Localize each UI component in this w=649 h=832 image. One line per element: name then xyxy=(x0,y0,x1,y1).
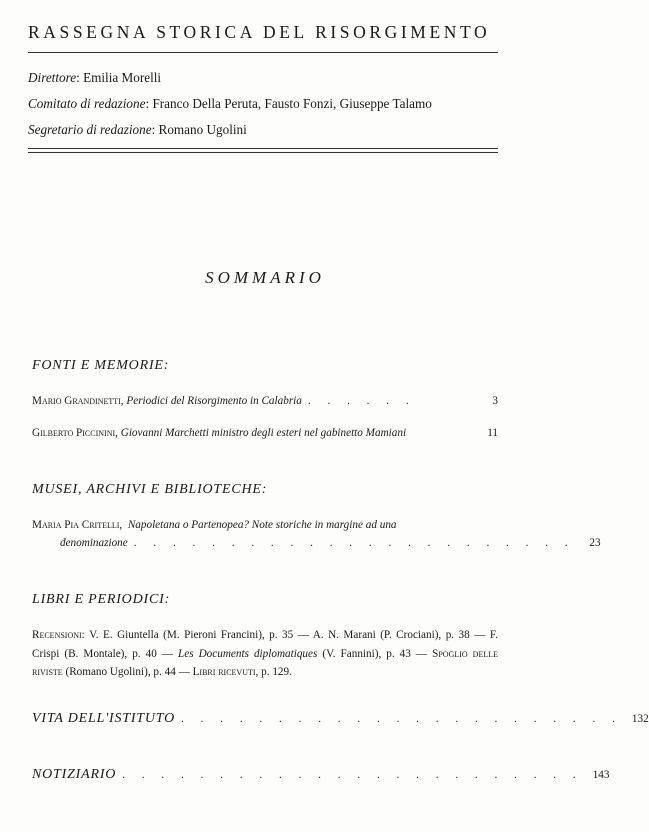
divider-double-1 xyxy=(28,148,498,149)
entry-author: Gilberto Piccinini, xyxy=(32,427,118,439)
entry-page: 3 xyxy=(492,395,498,407)
toc-entry-vita[interactable] xyxy=(32,710,649,728)
documents-title: Les Documents diplomatiques xyxy=(178,647,318,660)
recensioni-text-2: (V. Fannini), p. 43 — xyxy=(322,647,428,660)
director-label: Direttore xyxy=(28,70,77,85)
entry-page: 143 xyxy=(592,769,610,781)
entry-leader-dots: . . . . . . xyxy=(307,395,416,407)
libri-ricevuti-label: Libri ricevuti, xyxy=(192,666,259,678)
section-vita-title: VITA DELL'ISTITUTO xyxy=(32,711,176,726)
entry-author: Mario Grandinetti, xyxy=(32,395,124,407)
entry-page: 23 xyxy=(589,537,601,549)
secretary-label: Segretario di redazione xyxy=(28,122,152,137)
entry-title-line2: denominazione xyxy=(60,537,128,549)
entry-leader-dots: . . . . . . . . . . . . . . . . . . . . . . . xyxy=(181,713,622,725)
section-libri-title: LIBRI E PERIODICI: xyxy=(32,592,171,607)
entry-author: Maria Pia Critelli, xyxy=(32,519,123,531)
entry-title: Periodici del Risorgimento in Calabria xyxy=(126,395,302,407)
secretary-name: Romano Ugolini xyxy=(158,122,247,137)
entry-leader-dots: . . . . . . . . . . . . . . . . . . . . . . . xyxy=(133,537,575,549)
section-notiziario-title: NOTIZIARIO xyxy=(32,767,117,782)
recensioni-text-3: (Romano Ugolini), p. 44 — xyxy=(65,666,190,678)
committee-line: Comitato di redazione: Franco Della Peruta, Fausto Fonzi, Giuseppe Talamo xyxy=(28,96,432,111)
journal-title: RASSEGNA STORICA DEL RISORGIMENTO xyxy=(28,22,491,42)
toc-entry-piccinini[interactable] xyxy=(32,424,498,442)
toc-entry-notiziario[interactable] xyxy=(32,766,610,784)
divider-top xyxy=(28,52,498,53)
recensioni-text-1: V. E. Giuntella (M. Pieroni Francini), p. 35 — A. N. Marani (P. Crociani), p. 38 — F. Crispi (B. Montale), p. 40 — xyxy=(32,629,498,660)
entry-page: 132 xyxy=(631,713,649,725)
recensioni-label: Recensioni: xyxy=(32,629,85,641)
toc-entry-recensioni[interactable] xyxy=(32,626,498,682)
section-musei-title: MUSEI, ARCHIVI E BIBLIOTECHE: xyxy=(32,482,268,497)
entry-leader-dots: . . . . . . . . . . . . . . . . . . . . . . . . xyxy=(122,769,583,781)
recensioni-text-4: p. 129. xyxy=(261,666,292,678)
section-fonti-title: FONTI E MEMORIE: xyxy=(32,358,170,373)
entry-page: 11 xyxy=(487,427,498,439)
director-name: Emilia Morelli xyxy=(83,70,162,85)
committee-label: Comitato di redazione xyxy=(28,96,146,111)
entry-title-line1: Napoletana o Partenopea? Note storiche in margine ad una xyxy=(127,519,397,531)
secretary-line: Segretario di redazione: Romano Ugolini xyxy=(28,122,247,137)
director-line: Direttore: Emilia Morelli xyxy=(28,70,162,85)
committee-names: Franco Della Peruta, Fausto Fonzi, Giuseppe Talamo xyxy=(152,96,432,111)
sommario-heading: SOMMARIO xyxy=(205,268,325,287)
entry-title: Giovanni Marchetti ministro degli esteri nel gabinetto Mamiani xyxy=(120,427,407,439)
toc-entry-critelli[interactable] xyxy=(32,516,601,552)
spoglio-label: Spoglio delle riviste xyxy=(32,647,499,678)
divider-double-2 xyxy=(28,152,498,153)
toc-entry-grandinetti[interactable] xyxy=(32,392,498,410)
